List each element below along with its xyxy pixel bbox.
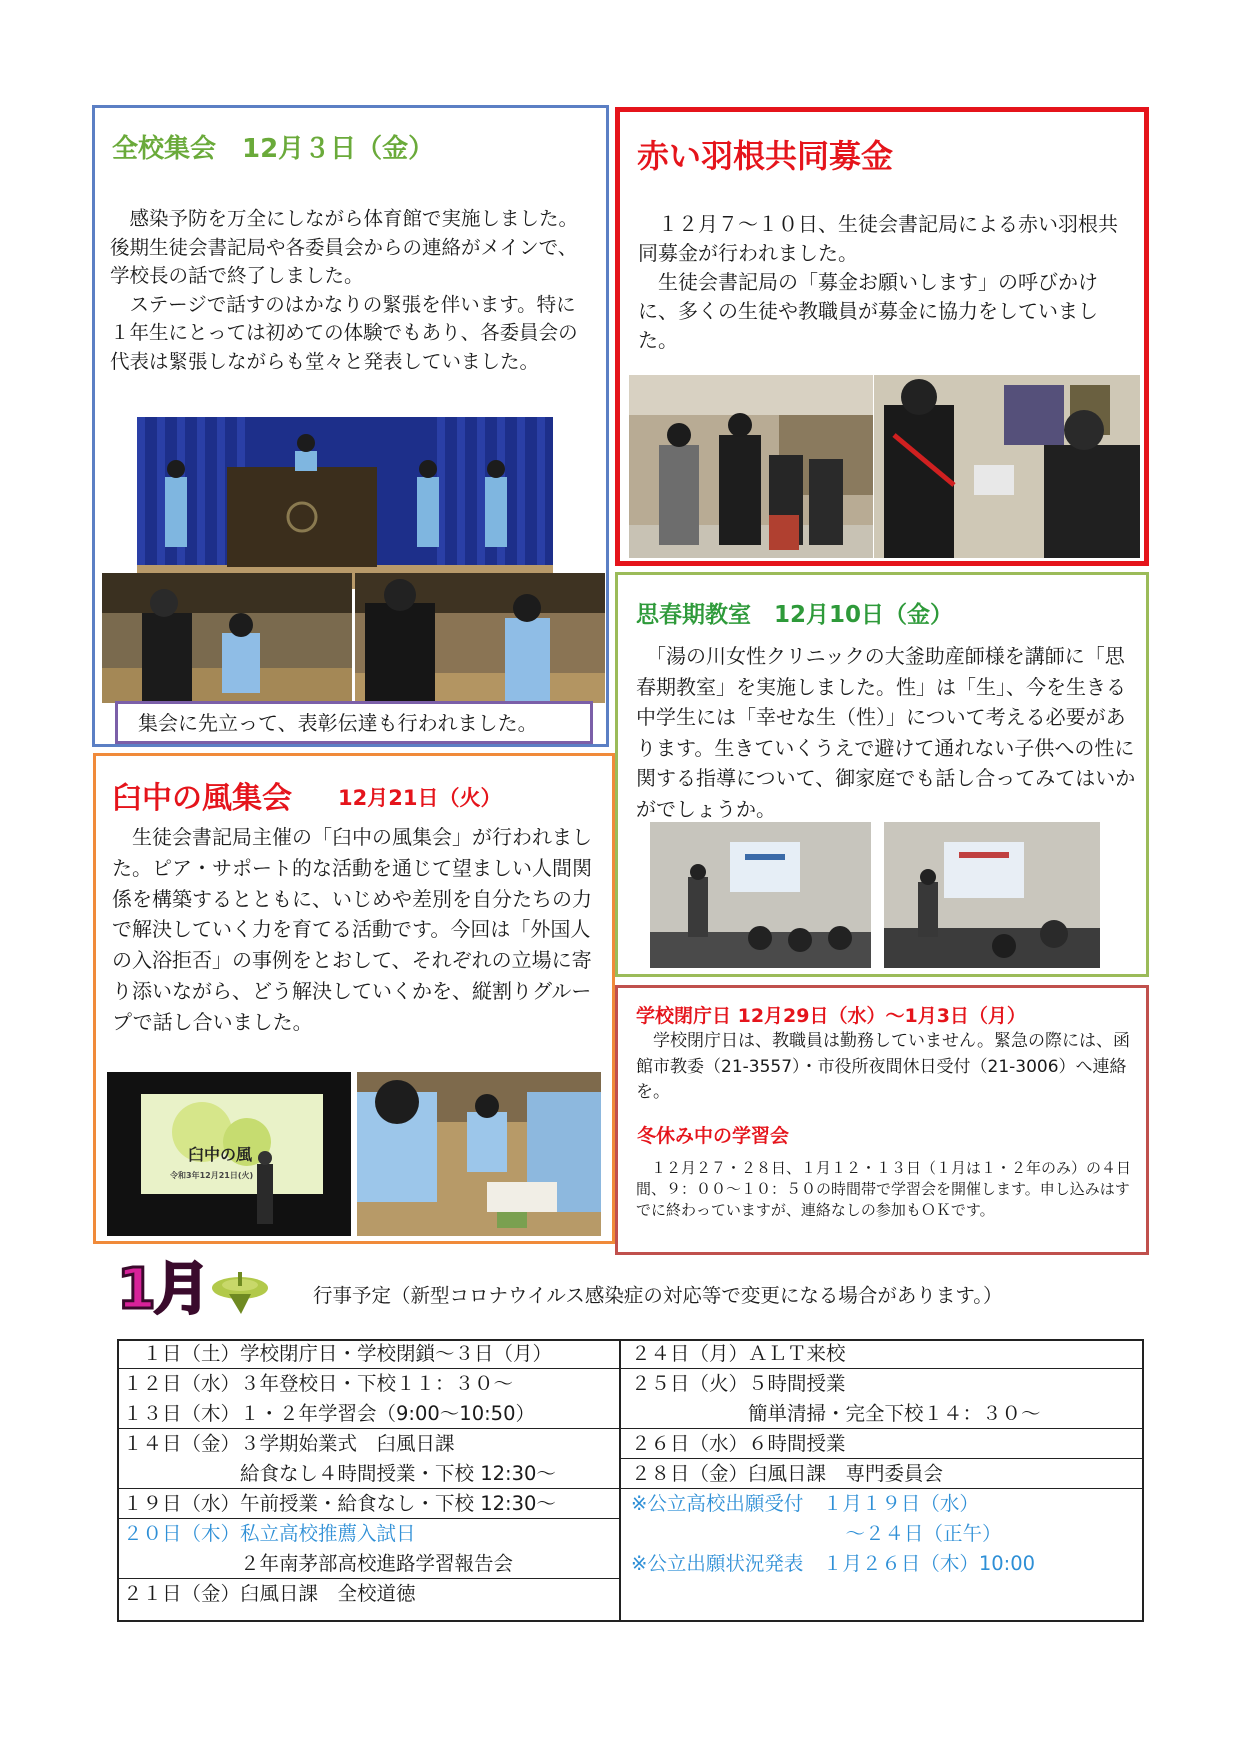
assembly-body: 感染予防を万全にしながら体育館で実施しました。後期生徒会書記局や各委員会からの連絡がメインで、学校長の話で終了しました。 ステージで話すのはかなりの緊張を伴います。特に１年生にとっては初めての体験でもあり、各委員会の代表は緊張しながらも堂々と発表していました。 [110, 207, 579, 373]
schedule-left-row-highlight: ２０日（木）私立高校推薦入試日 [123, 1522, 416, 1545]
puberty-photo-1 [650, 822, 871, 968]
schedule-left-row: １日（土）学校閉庁日・学校閉鎖～３日（月） [117, 1339, 621, 1369]
study-body: １２月２７・２８日、１月１２・１３日（１月は１・２年のみ）の４日間、９：００～１０：５０の時間帯で学習会を開催します。申し込みはすでに終わっていますが、連絡なしの参加もＯＫです。 [636, 1159, 1132, 1219]
schedule-right-row-highlight: ※公立出願状況発表 １月２６日（木）10:00 [631, 1552, 1036, 1575]
schedule-right-row-highlight: ※公立高校出願受付 １月１９日（水） [631, 1492, 979, 1515]
fund-photo-1 [629, 375, 873, 558]
puberty-photo-2 [884, 822, 1100, 968]
schedule-right-row: ２５日（火）５時間授業 [631, 1372, 846, 1395]
fund-title: 赤い羽根共同募金 [637, 137, 894, 175]
usunaka-body: 生徒会書記局主催の「臼中の風集会」が行われました。ピア・サポート的な活動を通じて望ましい人間関係を構築するとともに、いじめや差別を自分たちの力で解決していく力を育てる活動です。今回は「外国人の入浴拒否」の事例をとおして、それぞれの立場に寄り添いながら、どう解決していくかを、縦割りグループで話し合いました。 [112, 825, 592, 1034]
study-title: 冬休み中の学習会 [637, 1125, 790, 1147]
schedule-right-row: ２６日（水）６時間授業 [621, 1429, 1144, 1459]
usunaka-title: 臼中の風集会 [112, 781, 292, 816]
schedule-left-row: １２日（水）３年登校日・下校１１：３０～ [123, 1372, 514, 1395]
assembly-title: 全校集会 12月３日（金） [112, 134, 435, 164]
schedule-right-row: ２４日（月）ＡＬＴ来校 [621, 1339, 1144, 1369]
january-month-logo [117, 1258, 277, 1330]
schedule-left-row: １３日（木）１・２年学習会（9:00～10:50） [117, 1399, 621, 1429]
january-note: 行事予定（新型コロナウイルス感染症の対応等で変更になる場合があります。） [313, 1284, 1003, 1307]
fund-body: １２月７～１０日、生徒会書記局による赤い羽根共同募金が行われました。 生徒会書記局の「募金お願いします」の呼びかけに、多くの生徒や教職員が募金に協力をしていました。 [638, 212, 1118, 352]
schedule-left-row: ２１日（金）臼風日課 全校道徳 [123, 1582, 416, 1605]
schedule-right-row: ２８日（金）臼風日課 専門委員会 [621, 1459, 1144, 1489]
january-month-label: 1月 [117, 1257, 208, 1322]
assembly-award-photo-2 [355, 573, 605, 703]
spinning-top-icon [212, 1272, 268, 1314]
usunaka-group-photo [357, 1072, 601, 1236]
closure-body: 学校閉庁日は、教職員は勤務していません。緊急の際には、函館市教委（21-3557）・市役所夜間休日受付（21-3006）へ連絡を。 [636, 1031, 1131, 1102]
assembly-stage-photo [137, 417, 553, 589]
fund-photo-2 [874, 375, 1140, 558]
usunaka-date: 12月21日（火） [338, 786, 502, 810]
usunaka-slide-date: 令和3年12月21日(火) [170, 1171, 254, 1180]
schedule-left-row: ２年南茅部高校進路学習報告会 [117, 1549, 621, 1579]
schedule-left-row: １４日（金）３学期始業式 臼風日課 [123, 1432, 455, 1455]
schedule-left-row: 給食なし４時間授業・下校 12:30～ [117, 1459, 621, 1489]
usunaka-slide-title: 臼中の風 [188, 1145, 253, 1164]
schedule-left-row: １９日（水）午前授業・給食なし・下校 12:30～ [117, 1489, 621, 1519]
puberty-title: 思春期教室 12月10日（金） [636, 602, 954, 628]
puberty-body: 「湯の川女性クリニックの大釜助産師様を講師に「思春期教室」を実施しました。性」は「生」、今を生きる中学生には「幸せな生（性）」について考える必要があります。生きていくうえで避けて通れない子供への性に関する指導について、御家庭でも話し合ってみてはいかがでしょうか。 [636, 644, 1136, 821]
schedule-right-row-highlight: ～２４日（正午） [631, 1522, 1002, 1545]
assembly-award-photo-1 [102, 573, 352, 703]
schedule-right-row: 簡単清掃・完全下校１４：３０～ [621, 1399, 1144, 1429]
closure-title: 学校閉庁日 12月29日（水）～1月3日（月） [636, 1005, 1026, 1027]
assembly-caption: 集会に先立って、表彰伝達も行われました。 [138, 711, 538, 735]
